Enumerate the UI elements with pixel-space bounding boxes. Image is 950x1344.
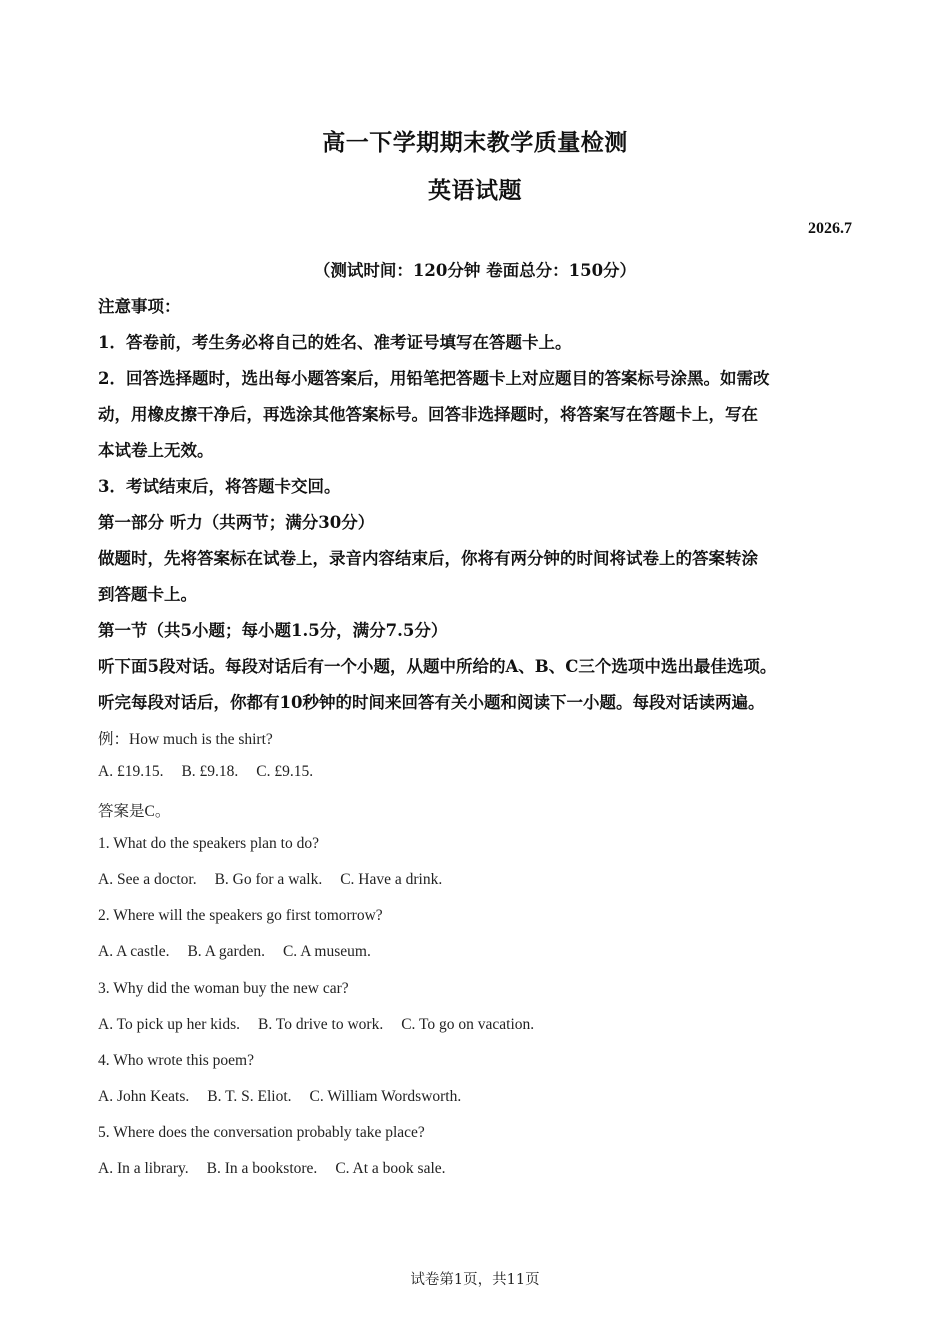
option-b: B. T. S. Eliot.	[207, 1088, 292, 1105]
question-text: 4. Who wrote this poem?	[98, 1052, 254, 1069]
question-options	[98, 943, 389, 961]
option-b: B. £9.18.	[181, 763, 239, 780]
option-c: C. £9.15.	[256, 763, 314, 780]
question-text: 2. Where will the speakers go first tomorrow?	[98, 907, 383, 924]
exam-title: 高一下学期期末教学质量检测	[322, 129, 628, 156]
exam-info: （测试时间：120分钟 卷面总分：150分）	[313, 261, 637, 280]
option-c: C. Have a drink.	[340, 871, 443, 888]
option-a: A. In a library.	[98, 1160, 189, 1177]
question-options	[98, 871, 460, 889]
option-b: B. Go for a walk.	[214, 871, 323, 888]
question-text: 5. Where does the conversation probably take place?	[98, 1124, 425, 1141]
question-options	[98, 1088, 479, 1106]
option-a: A. £19.15.	[98, 763, 164, 780]
section1-heading: 第一节（共5小题；每小题1.5分，满分7.5分）	[98, 621, 448, 640]
example-answer: 答案是C。	[98, 803, 171, 820]
option-a: A. To pick up her kids.	[98, 1016, 240, 1033]
option-b: B. To drive to work.	[258, 1016, 384, 1033]
question-options	[98, 1016, 552, 1034]
note-line: 本试卷上无效。	[98, 441, 214, 460]
option-c: C. A museum.	[282, 943, 371, 960]
subject-title: 英语试题	[428, 177, 522, 204]
note-line: 3．考试结束后，将答题卡交回。	[98, 477, 341, 496]
note-line: 动，用橡皮擦干净后，再选涂其他答案标号。回答非选择题时，将答案写在答题卡上，写在	[98, 405, 758, 424]
option-a: A. John Keats.	[98, 1088, 190, 1105]
part1-instruction: 做题时，先将答案标在试卷上，录音内容结束后，你将有两分钟的时间将试卷上的答案转涂	[98, 549, 758, 568]
option-c: C. To go on vacation.	[401, 1016, 535, 1033]
page-footer: 试卷第1页，共11页	[410, 1272, 540, 1288]
note-line: 1．答卷前，考生务必将自己的姓名、准考证号填写在答题卡上。	[98, 333, 572, 352]
option-c: C. At a book sale.	[335, 1160, 446, 1177]
part1-heading: 第一部分 听力（共两节；满分30分）	[98, 513, 375, 532]
section1-instruction: 听完每段对话后，你都有10秒钟的时间来回答有关小题和阅读下一小题。每段对话读两遍。	[98, 693, 765, 712]
option-c: C. William Wordsworth.	[309, 1088, 462, 1105]
example-question: 例：How much is the shirt?	[98, 731, 273, 748]
section1-instruction: 听下面5段对话。每段对话后有一个小题，从题中所给的A、B、C三个选项中选出最佳选项。	[98, 657, 777, 676]
option-a: A. See a doctor.	[98, 871, 197, 888]
exam-date: 2026.7	[808, 220, 852, 237]
option-a: A. A castle.	[98, 943, 170, 960]
example-options	[98, 763, 331, 781]
question-options	[98, 1160, 464, 1178]
notes-heading: 注意事项：	[98, 297, 181, 316]
question-text: 1. What do the speakers plan to do?	[98, 835, 319, 852]
option-b: B. In a bookstore.	[206, 1160, 318, 1177]
note-line: 2．回答选择题时，选出每小题答案后，用铅笔把答题卡上对应题目的答案标号涂黑。如需改	[98, 369, 770, 388]
part1-instruction: 到答题卡上。	[98, 585, 197, 604]
question-text: 3. Why did the woman buy the new car?	[98, 980, 349, 997]
option-b: B. A garden.	[187, 943, 265, 960]
